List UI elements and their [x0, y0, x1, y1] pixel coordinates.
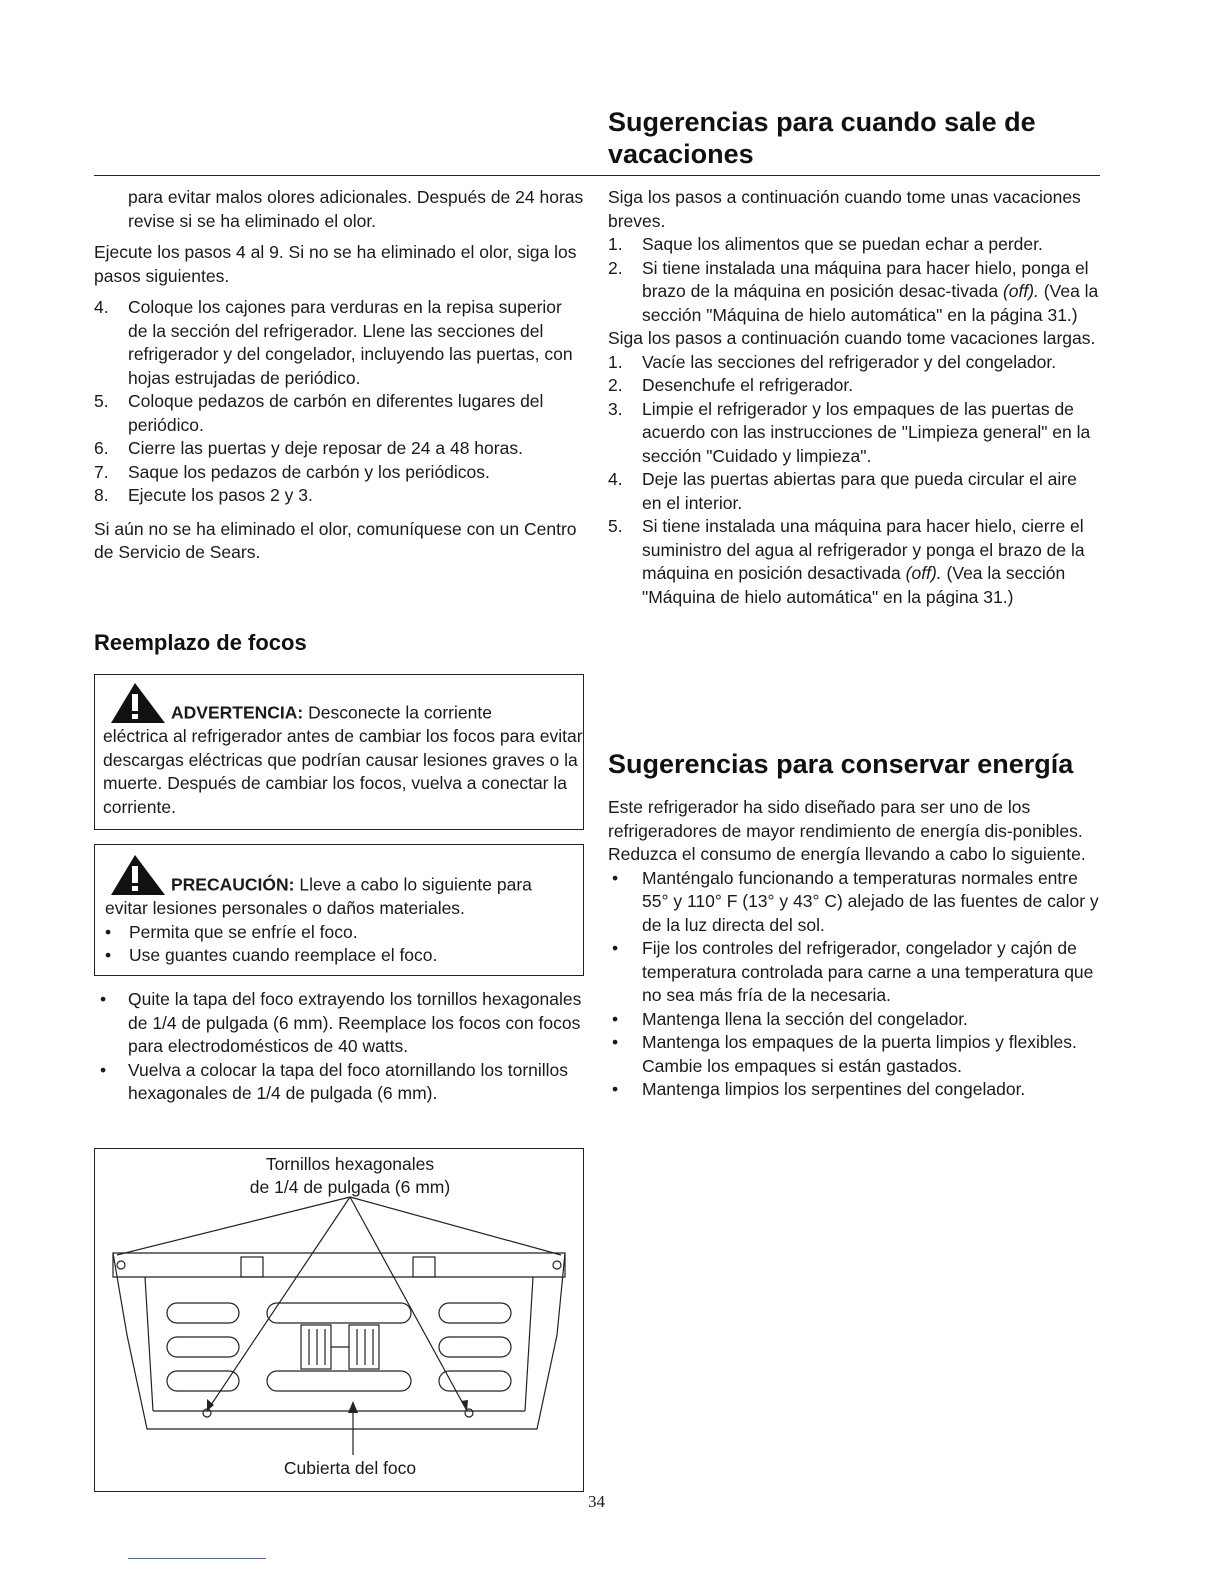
list-item — [94, 1059, 586, 1106]
caution-box — [94, 844, 584, 976]
bullet-icon: • — [100, 1059, 107, 1080]
energy-intro: Este refrigerador ha sido diseñado para ser uno de los refrigeradores de mayor rendimiento de energía dis-ponibles. Reduzca el consumo de energía llevando a cabo lo siguiente. — [608, 797, 1086, 864]
step-number: 1. — [608, 351, 623, 372]
vacation-short-intro: Siga los pasos a continuación cuando tome unas vacaciones breves. — [608, 187, 1081, 231]
step-text: Saque los alimentos que se puedan echar a perder. — [642, 234, 1043, 254]
list-item — [94, 461, 586, 485]
odor-outro: Si aún no se ha eliminado el olor, comuníquese con un Centro de Servicio de Sears. — [94, 518, 577, 562]
list-item — [608, 515, 1100, 609]
list-item — [94, 390, 586, 437]
step-emphasis: (off). — [1002, 281, 1039, 301]
step-text: Coloque pedazos de carbón en diferentes lugares del periódico. — [128, 391, 544, 435]
list-item — [608, 398, 1100, 469]
page-title — [608, 106, 1078, 170]
step-text: Limpie el refrigerador y los empaques de las puertas de acuerdo con las instrucciones de "Limpieza general" en la sección "Cuidado y limpieza". — [642, 398, 1091, 466]
list-item — [94, 484, 586, 508]
energy-item-text: Manténgalo funcionando a temperaturas normales entre 55° y 110° F (13° y 43° C) alejado de las fuentes de calor y de la luz directa del sol. — [642, 867, 1099, 935]
step-number: 5. — [94, 391, 109, 411]
bullet-icon: • — [612, 867, 619, 888]
caution-text: evitar lesiones personales o daños materiales. — [105, 898, 465, 918]
step-text: Vacíe las secciones del refrigerador y del congelador. — [642, 351, 1057, 372]
step-number: 7. — [94, 461, 109, 482]
step-emphasis: (off). — [905, 563, 942, 583]
list-item — [608, 233, 1100, 257]
odor-intro: Ejecute los pasos 4 al 9. Si no se ha eliminado el olor, siga los pasos siguientes. — [94, 242, 577, 286]
list-item — [105, 921, 583, 945]
list-item — [608, 1008, 1100, 1032]
bulb-cover-drawing — [95, 1149, 583, 1491]
warning-text: eléctrica al refrigerador antes de cambiar los focos para evitar descargas eléctricas que podrían causar lesiones graves o la muerte. Después de cambiar los focos, vuelva a conectar la corriente. — [103, 726, 583, 817]
step-text: (Vea la sección "Máquina de hielo automática" en la página 31.) — [642, 281, 1099, 325]
step-number: 2. — [608, 257, 623, 278]
page-number: 34 — [588, 1492, 605, 1511]
warning-box — [94, 674, 584, 830]
energy-item-text: Mantenga llena la sección del congelador. — [642, 1008, 968, 1029]
odor-continuation: para evitar malos olores adicionales. Después de 24 horas revise si se ha eliminado el olor. — [128, 187, 584, 231]
energy-section — [608, 796, 1100, 1102]
caution-item-text: Permita que se enfríe el foco. — [129, 921, 358, 942]
step-text: Desenchufe el refrigerador. — [642, 375, 854, 395]
list-item — [608, 867, 1100, 938]
step-number: 6. — [94, 438, 109, 458]
warning-triangle-icon — [105, 853, 169, 897]
caution-item-text: Use guantes cuando reemplace el foco. — [129, 945, 438, 965]
list-item — [608, 468, 1100, 515]
vacation-long-intro: Siga los pasos a continuación cuando tome vacaciones largas. — [608, 328, 1096, 348]
caution-first-line — [105, 853, 583, 897]
figure-label-cover: Cubierta del foco — [283, 1458, 417, 1478]
list-item — [105, 944, 583, 968]
list-item — [94, 437, 586, 461]
step-number: 2. — [608, 375, 623, 395]
step-number: 8. — [94, 485, 109, 505]
bulb-heading: Reemplazo de focos — [94, 630, 307, 655]
bullet-icon: • — [612, 1032, 619, 1052]
bulb-steps — [94, 988, 586, 1106]
warning-text-lead: Desconecte la corriente — [308, 702, 492, 723]
caution-label: PRECAUCIÓN: — [171, 874, 295, 895]
step-number: 3. — [608, 398, 623, 419]
step-text: (Vea la sección "Máquina de hielo automática" en la página 31.) — [642, 563, 1066, 607]
bullet-icon: • — [105, 921, 112, 942]
warning-first-line — [105, 681, 583, 725]
bullet-icon: • — [100, 989, 107, 1009]
bulb-cover-figure — [94, 1148, 584, 1492]
list-item — [94, 296, 586, 390]
odor-steps — [94, 296, 586, 508]
bullet-icon: • — [612, 1008, 619, 1029]
footer-rule — [128, 1558, 266, 1559]
step-text: Ejecute los pasos 2 y 3. — [128, 485, 313, 505]
warning-label: ADVERTENCIA: — [171, 702, 304, 723]
step-text: Si tiene instalada una máquina para hacer hielo, ponga el brazo de la máquina en posición desac-tivada — [642, 257, 1089, 301]
step-number: 4. — [94, 297, 109, 317]
step-text: Vuelva a colocar la tapa del foco atornillando los tornillos hexagonales de 1/4 de pulgada (6 mm). — [128, 1059, 569, 1103]
caution-text-lead: Lleve a cabo lo siguiente para — [299, 874, 532, 895]
warning-triangle-icon — [105, 681, 169, 725]
list-item — [608, 937, 1100, 1008]
header-rule — [94, 175, 1100, 176]
bullet-icon: • — [105, 945, 112, 965]
figure-label-line: de 1/4 de pulgada (6 mm) — [249, 1177, 451, 1197]
step-text: Quite la tapa del foco extrayendo los tornillos hexagonales de 1/4 de pulgada (6 mm). Reemplace los focos con focos para electrodomésticos de 40 watts. — [128, 989, 582, 1056]
list-item — [94, 988, 586, 1059]
list-item — [608, 1031, 1100, 1078]
step-number: 1. — [608, 234, 623, 254]
page-title-text: Sugerencias para cuando sale de vacaciones — [608, 107, 1036, 169]
step-text: Cierre las puertas y deje reposar de 24 a 48 horas. — [128, 438, 523, 458]
bullet-icon: • — [612, 1079, 619, 1099]
list-item — [608, 374, 1100, 398]
list-item — [608, 351, 1100, 375]
energy-item-text: Fije los controles del refrigerador, congelador y cajón de temperatura controlada para carne a una temperatura que no sea más fría de la necesaria. — [642, 938, 1094, 1005]
right-column — [608, 186, 1100, 609]
step-number: 5. — [608, 516, 623, 536]
energy-item-text: Mantenga los empaques de la puerta limpios y flexibles. Cambie los empaques si están gastados. — [642, 1032, 1077, 1076]
energy-heading: Sugerencias para conservar energía — [608, 749, 1074, 779]
step-text: Si tiene instalada una máquina para hacer hielo, cierre el suministro del agua al refrigerador y ponga el brazo de la máquina en posición desactivada — [642, 516, 1085, 583]
step-text: Saque los pedazos de carbón y los periódicos. — [128, 461, 490, 482]
bullet-icon: • — [612, 938, 619, 958]
left-column — [94, 186, 586, 565]
figure-label-line: Tornillos hexagonales — [265, 1154, 435, 1174]
step-number: 4. — [608, 469, 623, 489]
step-text: Deje las puertas abiertas para que pueda circular el aire en el interior. — [642, 469, 1077, 513]
list-item — [608, 1078, 1100, 1102]
energy-item-text: Mantenga limpios los serpentines del congelador. — [642, 1079, 1026, 1099]
step-text: Coloque los cajones para verduras en la repisa superior de la sección del refrigerador. Llene las secciones del refrigerador y del congelador, incluyendo las puertas, con hojas estrujadas de periódico. — [128, 297, 573, 388]
list-item — [608, 257, 1100, 328]
